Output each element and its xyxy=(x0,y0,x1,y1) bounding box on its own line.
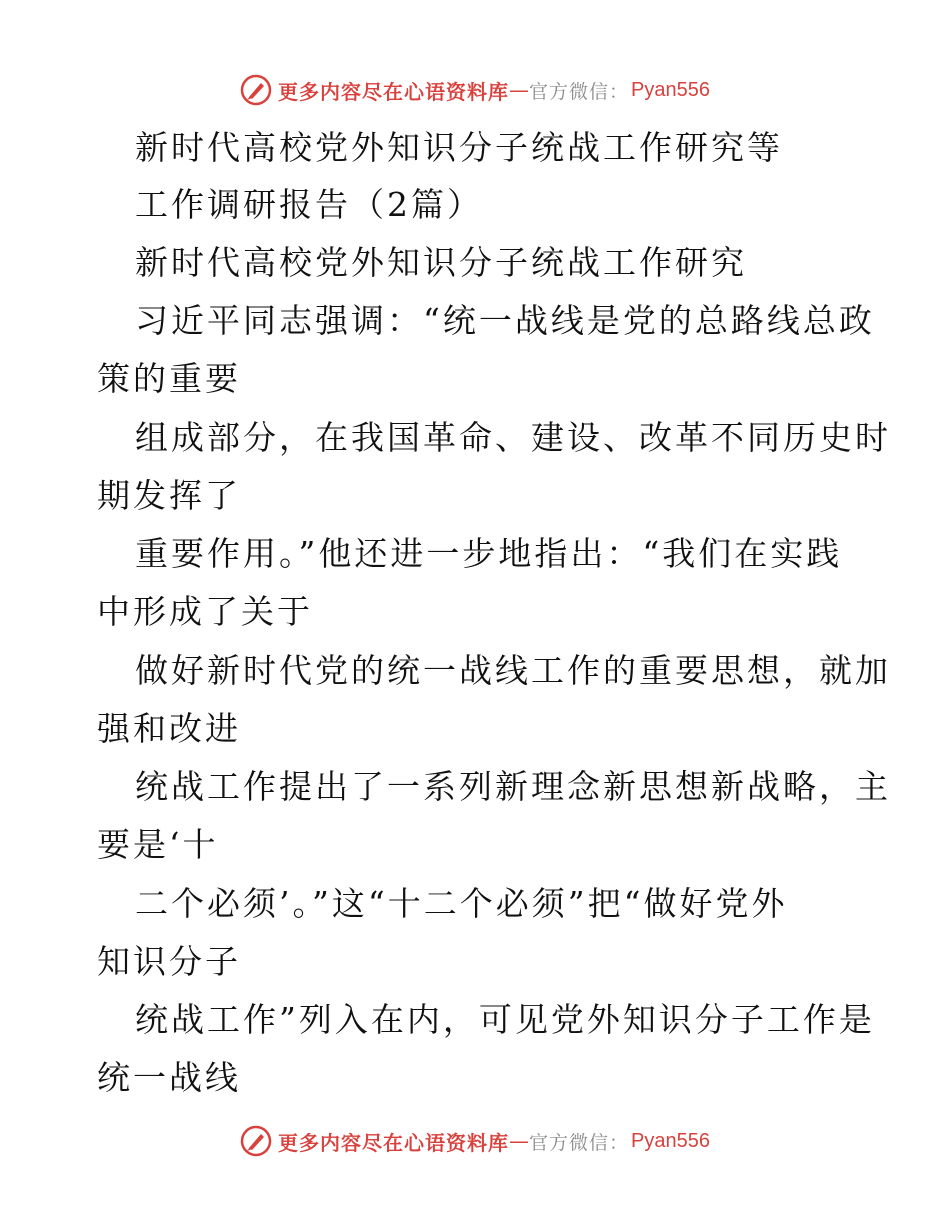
header-banner xyxy=(0,70,950,110)
banner-wechat-id: Pyan556 xyxy=(631,78,710,101)
paragraph-line: 策的重要 xyxy=(97,359,241,398)
paragraph-line: 习近平同志强调：“统一战线是党的总路线总政 xyxy=(135,301,875,340)
banner-dash: — xyxy=(509,78,529,102)
banner-wechat-label: 官方微信： xyxy=(529,80,630,103)
doc-title-line-1: 新时代高校党外知识分子统战工作研究等 xyxy=(135,128,783,167)
banner-dash: — xyxy=(509,1129,529,1153)
paragraph-line: 做好新时代党的统一战线工作的重要思想，就加 xyxy=(135,651,891,690)
paragraph-line: 统一战线 xyxy=(97,1058,241,1097)
paragraph-line: 重要作用。”他还进一步地指出：“我们在实践 xyxy=(135,534,843,573)
paragraph-line: 期发挥了 xyxy=(97,476,241,515)
paragraph-line: 二个必须’。”这“十二个必须”把“做好党外 xyxy=(135,884,788,923)
doc-subtitle: 新时代高校党外知识分子统战工作研究 xyxy=(135,243,747,282)
banner-text: 更多内容尽在心语资料库 xyxy=(278,1130,509,1155)
footer-banner xyxy=(0,1121,950,1161)
paragraph-line: 组成部分，在我国革命、建设、改革不同历史时 xyxy=(135,418,891,457)
banner-text: 更多内容尽在心语资料库 xyxy=(278,79,509,104)
banner-wechat-label: 官方微信： xyxy=(529,1131,630,1154)
paragraph-line: 强和改进 xyxy=(97,709,241,748)
paragraph-line: 中形成了关于 xyxy=(97,592,313,631)
banner-wechat-id: Pyan556 xyxy=(631,1129,710,1152)
paragraph-line: 统战工作”列入在内，可见党外知识分子工作是 xyxy=(135,1000,875,1039)
doc-title-line-2: 工作调研报告（2篇） xyxy=(135,185,483,224)
quill-pen-logo-icon xyxy=(240,74,272,106)
paragraph-line: 要是‘十 xyxy=(97,825,219,864)
paragraph-line: 统战工作提出了一系列新理念新思想新战略，主 xyxy=(135,767,891,806)
paragraph-line: 知识分子 xyxy=(97,942,241,981)
quill-pen-logo-icon xyxy=(240,1125,272,1157)
